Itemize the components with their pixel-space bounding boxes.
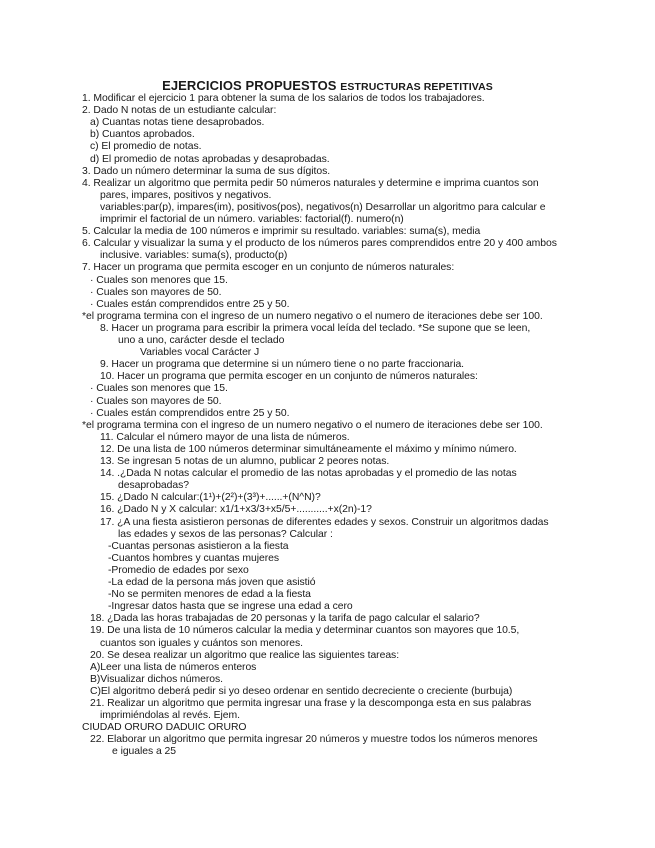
text-line: las edades y sexos de las personas? Calcular :	[118, 528, 333, 540]
title-main: EJERCICIOS PROPUESTOS	[162, 78, 337, 93]
text-line: Variables vocal Carácter J	[140, 347, 260, 359]
text-line: 4. Realizar un algoritmo que permita pedir 50 números naturales y determine e imprima cuantos son	[82, 177, 539, 189]
text-line: 9. Hacer un programa que determine si un número tiene o no parte fraccionaria.	[100, 359, 465, 371]
text-line: 5. Calcular la media de 100 números e imprimir su resultado. variables: suma(s), media	[82, 226, 481, 238]
text-line: 16. ¿Dado N y X calcular: x1/1+x3/3+x5/5+...........+x(2n)-1?	[100, 504, 372, 516]
text-line: 13. Se ingresan 5 notas de un alumno, publicar 2 peores notas.	[100, 456, 390, 467]
text-line: -Promedio de edades por sexo	[108, 564, 249, 576]
text-line: d) El promedio de notas aprobadas y desaprobadas.	[90, 153, 330, 165]
text-line: C)El algoritmo deberá pedir si yo deseo ordenar en sentido decreciente o creciente (burbuja)	[90, 685, 513, 697]
text-line: · Cuales son mayores de 50.	[90, 286, 222, 298]
text-line: -La edad de la persona más joven que asistió	[108, 577, 316, 588]
page-title	[0, 78, 655, 93]
text-line: 3. Dado un número determinar la suma de sus dígitos.	[82, 165, 331, 177]
text-line: -No se permiten menores de edad a la fiesta	[108, 589, 311, 601]
text-line: B)Visualizar dichos números.	[90, 673, 223, 685]
text-line: A)Leer una lista de números enteros	[90, 661, 257, 673]
text-line: -Ingresar datos hasta que se ingrese una edad a cero	[108, 601, 353, 613]
text-line: -Cuantos hombres y cuantas mujeres	[108, 552, 279, 564]
text-line: inclusive. variables: suma(s), producto(p)	[100, 250, 288, 262]
text-line: 7. Hacer un programa que permita escoger en un conjunto de números naturales:	[82, 262, 455, 274]
text-line: variables:par(p), impares(im), positivos(pos), negativos(n) Desarrollar un algoritmo para calcular e	[100, 201, 546, 213]
text-line: 20. Se desea realizar un algoritmo que realice las siguientes tareas:	[90, 649, 400, 661]
text-line: pares, impares, positivos y negativos.	[100, 189, 272, 201]
text-line: b) Cuantos aprobados.	[90, 129, 195, 141]
text-line: 1. Modificar el ejercicio 1 para obtener la suma de los salarios de todos los trabajadores.	[82, 93, 485, 104]
text-line: desaprobadas?	[118, 480, 189, 492]
text-line: 6. Calcular y visualizar la suma y el producto de los números pares comprendidos entre 20 y 400 ambos	[82, 238, 557, 250]
text-line: · Cuales están comprendidos entre 25 y 50.	[90, 407, 290, 419]
text-line: 22. Elaborar un algoritmo que permita ingresar 20 números y muestre todos los números menores	[90, 734, 538, 746]
text-line: CIUDAD ORURO DADUIC ORURO	[82, 722, 247, 734]
text-line: 18. ¿Dada las horas trabajadas de 20 personas y la tarifa de pago calcular el salario?	[90, 613, 480, 625]
text-line: 14. .¿Dada N notas calcular el promedio de las notas aprobadas y el promedio de las notas	[100, 468, 517, 480]
text-line: imprimir el factorial de un número. variables: factorial(f). numero(n)	[100, 214, 404, 225]
text-line: 2. Dado N notas de un estudiante calcular:	[82, 105, 277, 117]
text-line: 10. Hacer un programa que permita escoger en un conjunto de números naturales:	[100, 371, 478, 383]
text-line: 12. De una lista de 100 números determinar simultáneamente el máximo y mínimo número.	[100, 443, 517, 455]
text-line: · Cuales son menores que 15.	[90, 383, 228, 395]
text-line: *el programa termina con el ingreso de un numero negativo o el numero de iteraciones debe ser 100.	[82, 419, 543, 431]
text-line: · Cuales están comprendidos entre 25 y 50.	[90, 298, 290, 310]
text-line: cuantos son iguales y cuántos son menores.	[100, 637, 303, 649]
text-line: · Cuales son mayores de 50.	[90, 395, 222, 407]
text-line: a) Cuantas notas tiene desaprobados.	[90, 117, 265, 129]
text-line: e iguales a 25	[112, 746, 177, 758]
text-line: · Cuales son menores que 15.	[90, 274, 228, 286]
text-line: 8. Hacer un programa para escribir la primera vocal leída del teclado. *Se supone que se leen,	[100, 322, 531, 334]
text-line: imprimiéndolas al revés. Ejem.	[100, 710, 240, 722]
text-line: 11. Calcular el número mayor de una lista de números.	[100, 431, 350, 443]
text-line: *el programa termina con el ingreso de un numero negativo o el numero de iteraciones debe ser 100.	[82, 310, 543, 322]
text-line: 19. De una lista de 10 números calcular la media y determinar cuantos son mayores que 10.5,	[90, 625, 520, 637]
text-line: c) El promedio de notas.	[90, 141, 202, 153]
text-line: uno a uno, carácter desde el teclado	[118, 335, 285, 346]
title-subtitle: ESTRUCTURAS REPETITIVAS	[340, 81, 493, 93]
text-line: 21. Realizar un algoritmo que permita ingresar una frase y la descomponga esta en sus palabras	[90, 698, 532, 709]
text-line: 17. ¿A una fiesta asistieron personas de diferentes edades y sexos. Construir un algoritmos dadas	[100, 516, 549, 528]
text-line: -Cuantas personas asistieron a la fiesta	[108, 540, 289, 552]
text-line: 15. ¿Dado N calcular:(1¹)+(2²)+(3³)+......+(N^N)?	[100, 492, 321, 504]
